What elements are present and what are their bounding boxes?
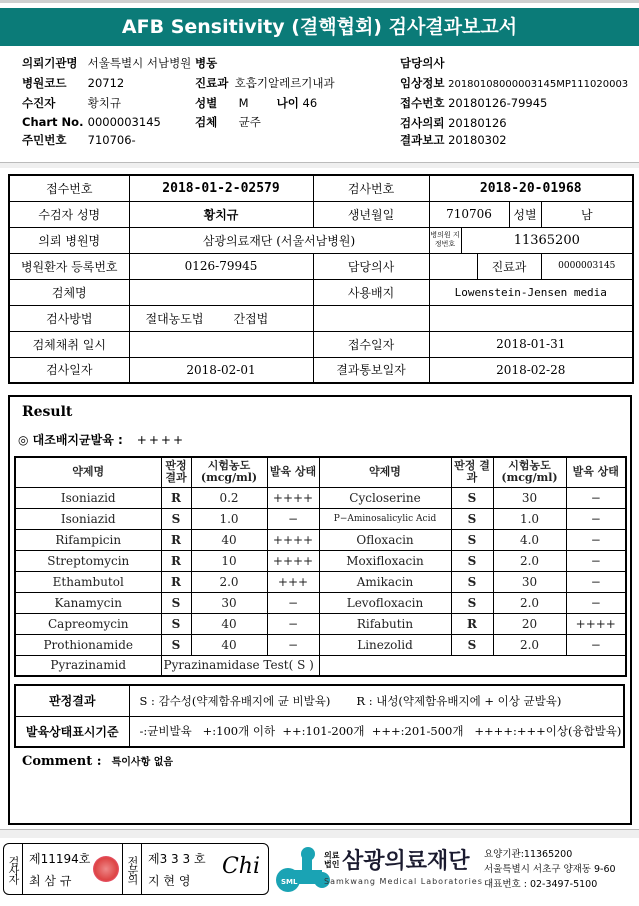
info-chart [22, 115, 161, 129]
growth: ++++ [566, 613, 626, 634]
label: 병의원 지정번호 [429, 227, 461, 253]
drug-name: Isoniazid [15, 487, 161, 508]
header-cell: 시험농도 (mcg/ml) [493, 457, 566, 487]
label: 검사번호 [313, 175, 429, 201]
table-row [15, 592, 626, 613]
growth: − [566, 487, 626, 508]
value: 2018-01-31 [429, 331, 633, 357]
concentration: 30 [493, 571, 566, 592]
growth: − [566, 529, 626, 550]
drug-name: Cycloserine [319, 487, 451, 508]
table-row [15, 508, 626, 529]
value: Lowenstein-Jensen media [429, 279, 633, 305]
value: 20180126 [448, 116, 507, 130]
info-specimen [195, 114, 261, 130]
label: Chart No. [22, 115, 84, 129]
legend-table [14, 684, 625, 748]
label: 성별 [509, 201, 541, 227]
drug-name: Pyrazinamid [15, 655, 161, 676]
value [129, 685, 624, 716]
empty-cell [313, 305, 429, 331]
result: S [161, 634, 191, 655]
label: 성별 [195, 96, 218, 110]
info-report [400, 132, 507, 148]
drug-name: P−Aminosalicylic Acid [319, 508, 451, 529]
specialist-cell [142, 844, 268, 894]
top-border [0, 0, 639, 3]
drug-name: Streptomycin [15, 550, 161, 571]
growth: − [267, 613, 319, 634]
info-sex-age [195, 95, 317, 111]
label: 담당의사 [313, 253, 429, 279]
value: 균주 [238, 115, 261, 129]
signature-box [3, 843, 269, 895]
label: 접수일자 [313, 331, 429, 357]
label: 검사일자 [9, 357, 129, 383]
growth: − [566, 634, 626, 655]
drug-name: Ofloxacin [319, 529, 451, 550]
value [129, 305, 313, 331]
label: 병원환자 등록번호 [9, 253, 129, 279]
value [129, 279, 313, 305]
label: Comment : [22, 754, 102, 769]
drug-name: Capreomycin [15, 613, 161, 634]
result: S [451, 634, 493, 655]
concentration: 30 [493, 487, 566, 508]
value: 2018-01-2-02579 [129, 175, 313, 201]
concentration: 2.0 [493, 634, 566, 655]
value: 2018-02-28 [429, 357, 633, 383]
value: 20712 [87, 76, 125, 90]
form-row [9, 201, 633, 227]
label: 담당의사 [400, 56, 445, 70]
form-row [9, 253, 633, 279]
growth: − [566, 508, 626, 529]
result-title: Result [22, 404, 73, 420]
result: S [161, 592, 191, 613]
label: 검사의뢰 [400, 116, 445, 130]
concentration: 1.0 [191, 508, 267, 529]
specialist-label: 전문의 [123, 844, 142, 894]
value: -:균비발육 +:100개 이하 ++:101-200개 +++:201-500개 ++++:+++이상(융합발육) [129, 716, 624, 747]
drug-name: Levofloxacin [319, 592, 451, 613]
logo-text: SML [281, 878, 298, 886]
label: 결과보고 [400, 133, 445, 147]
method-indirect: 간접법 [233, 311, 269, 326]
label: 생년월일 [313, 201, 429, 227]
label: 병동 [195, 56, 218, 70]
concentration: 20 [493, 613, 566, 634]
result: S [161, 508, 191, 529]
form-row [9, 175, 633, 201]
tester-cell [23, 844, 123, 894]
judge-r: R : 내성(약제함유배지에 + 이상 균발육) [356, 693, 562, 708]
result: R [161, 529, 191, 550]
table-row [15, 655, 626, 676]
control-growth [18, 431, 185, 448]
growth: ++++ [267, 550, 319, 571]
concentration: 4.0 [493, 529, 566, 550]
org-location: 서울특별시 서초구 양재동 9-60 [484, 864, 616, 875]
label: 발육상태표시기준 [15, 716, 129, 747]
header-cell: 판정 결과 [161, 457, 191, 487]
label: 검체채취 일시 [9, 331, 129, 357]
label: 검체 [195, 115, 218, 129]
info-dept [195, 75, 335, 91]
header-cell: 시험농도 (mcg/ml) [191, 457, 267, 487]
concentration: 10 [191, 550, 267, 571]
tester-name: 최 삼 규 [29, 874, 72, 888]
header-cell: 발육 상태 [267, 457, 319, 487]
value: 20180108000003145MP111020003 [448, 79, 629, 90]
label: 의뢰 병원명 [9, 227, 129, 253]
value: 46 [302, 96, 318, 110]
label: 수진자 [22, 96, 56, 110]
tester-label: 검사자 [4, 844, 23, 894]
header-cell: 약제명 [15, 457, 161, 487]
growth: − [267, 592, 319, 613]
value: 0126-79945 [129, 253, 313, 279]
value: 삼광의료재단 (서울서남병원) [129, 227, 429, 253]
concentration: 2.0 [493, 550, 566, 571]
info-receipt [400, 95, 547, 111]
growth: − [566, 592, 626, 613]
result: S [451, 508, 493, 529]
value: 2018-02-01 [129, 357, 313, 383]
susceptibility-table [14, 456, 627, 677]
growth: ++++ [267, 529, 319, 550]
info-patient [22, 95, 121, 111]
result: S [451, 529, 493, 550]
result: S [451, 592, 493, 613]
value: 11365200 [461, 227, 633, 253]
growth: +++ [267, 571, 319, 592]
concentration: 2.0 [191, 571, 267, 592]
org-code: 요양기관:11365200 [484, 849, 573, 860]
request-form-table [8, 174, 634, 384]
table-row [15, 487, 626, 508]
form-row [9, 279, 633, 305]
result: S [451, 487, 493, 508]
concentration: 2.0 [493, 592, 566, 613]
drug-name: Moxifloxacin [319, 550, 451, 571]
info-rrn [22, 132, 136, 148]
label: 결과통보일자 [313, 357, 429, 383]
value: 2018-20-01968 [429, 175, 633, 201]
org-name: 삼광의료재단 [342, 849, 470, 874]
value: 20180126-79945 [448, 96, 548, 110]
value: ++++ [136, 433, 185, 447]
value: 710706- [87, 133, 136, 147]
legend-row [15, 716, 624, 747]
concentration: 1.0 [493, 508, 566, 529]
drug-name: Ethambutol [15, 571, 161, 592]
specialist-no: 제3 3 3 호 [148, 852, 206, 866]
concentration: 40 [191, 613, 267, 634]
org-english: Samkwang Medical Laboratories [324, 877, 483, 886]
label: 나이 [276, 96, 299, 110]
header-cell: 발육 상태 [566, 457, 626, 487]
concentration: 0.2 [191, 487, 267, 508]
label: 수검자 성명 [9, 201, 129, 227]
info-hospital [22, 55, 191, 71]
form-row [9, 227, 633, 253]
drug-name: Linezolid [319, 634, 451, 655]
pza-test: Pyrazinamidase Test( S ) [161, 655, 319, 676]
form-row [9, 357, 633, 383]
info-ward [195, 55, 217, 71]
label: 접수번호 [400, 96, 445, 110]
form-row [9, 305, 633, 331]
info-code [22, 75, 124, 91]
result: S [451, 571, 493, 592]
result: R [161, 571, 191, 592]
result: R [161, 487, 191, 508]
table-row [15, 571, 626, 592]
info-request [400, 115, 507, 131]
organization [324, 844, 483, 886]
result: R [161, 550, 191, 571]
header-cell: 약제명 [319, 457, 451, 487]
value: 0000003145 [541, 253, 633, 279]
header-cell: 판정 결과 [451, 457, 493, 487]
tester-no: 제11194호 [29, 852, 91, 866]
org-address [484, 847, 616, 892]
label: 주민번호 [22, 133, 67, 147]
judge-s: S : 감수성(약제함유배지에 균 비발육) [139, 693, 331, 708]
legend-row [15, 685, 624, 716]
value: 서울특별시 서남병원 [87, 56, 192, 70]
report-title: AFB Sensitivity (결핵협회) 검사결과보고서 [0, 8, 639, 46]
label: 임상정보 [400, 76, 445, 90]
value: 호흡기알레르기내과 [234, 76, 335, 90]
specialist-name: 지 현 영 [148, 874, 191, 888]
form-row [9, 331, 633, 357]
empty-cell [319, 655, 626, 676]
sml-logo-icon [272, 846, 332, 892]
value: 남 [541, 201, 633, 227]
table-row [15, 613, 626, 634]
growth: − [267, 508, 319, 529]
org-phone: 대표번호 : 02-3497-5100 [484, 879, 598, 890]
info-clinical [400, 75, 628, 91]
label: 판정결과 [15, 685, 129, 716]
signature-icon: Chi [221, 854, 260, 879]
value: 황치규 [129, 201, 313, 227]
growth: − [566, 550, 626, 571]
drug-name: Rifampicin [15, 529, 161, 550]
label: 검체명 [9, 279, 129, 305]
value: M [238, 96, 249, 110]
label: 병원코드 [22, 76, 67, 90]
label: 진료과 [195, 76, 229, 90]
table-row [15, 634, 626, 655]
value: 황치규 [87, 96, 121, 110]
value: 20180302 [448, 133, 507, 147]
drug-name: Isoniazid [15, 508, 161, 529]
concentration: 40 [191, 634, 267, 655]
org-prefix: 의료법인 [324, 850, 340, 869]
value: 0000003145 [87, 115, 161, 129]
growth: − [566, 571, 626, 592]
label: 검사방법 [9, 305, 129, 331]
table-header [15, 457, 626, 487]
drug-name: Prothionamide [15, 634, 161, 655]
drug-name: Kanamycin [15, 592, 161, 613]
table-row [15, 529, 626, 550]
concentration: 40 [191, 529, 267, 550]
value [129, 331, 313, 357]
value: 710706 [429, 201, 509, 227]
section-divider [0, 162, 639, 168]
label: 진료과 [477, 253, 541, 279]
label: 의뢰기관명 [22, 56, 78, 70]
value: 특이사항 없음 [111, 757, 174, 768]
label: 접수번호 [9, 175, 129, 201]
info-doctor [400, 55, 444, 71]
footer-divider [0, 829, 639, 838]
table-row [15, 550, 626, 571]
drug-name: Rifabutin [319, 613, 451, 634]
drug-name: Amikacin [319, 571, 451, 592]
label: 사용배지 [313, 279, 429, 305]
empty-cell [429, 305, 633, 331]
growth: ++++ [267, 487, 319, 508]
comment [22, 753, 173, 769]
label: ◎ 대조배지균발육 : [18, 433, 123, 447]
result: S [451, 550, 493, 571]
result: R [451, 613, 493, 634]
concentration: 30 [191, 592, 267, 613]
result: S [161, 613, 191, 634]
value [429, 253, 477, 279]
growth: − [267, 634, 319, 655]
method-absolute: 절대농도법 [145, 311, 204, 326]
